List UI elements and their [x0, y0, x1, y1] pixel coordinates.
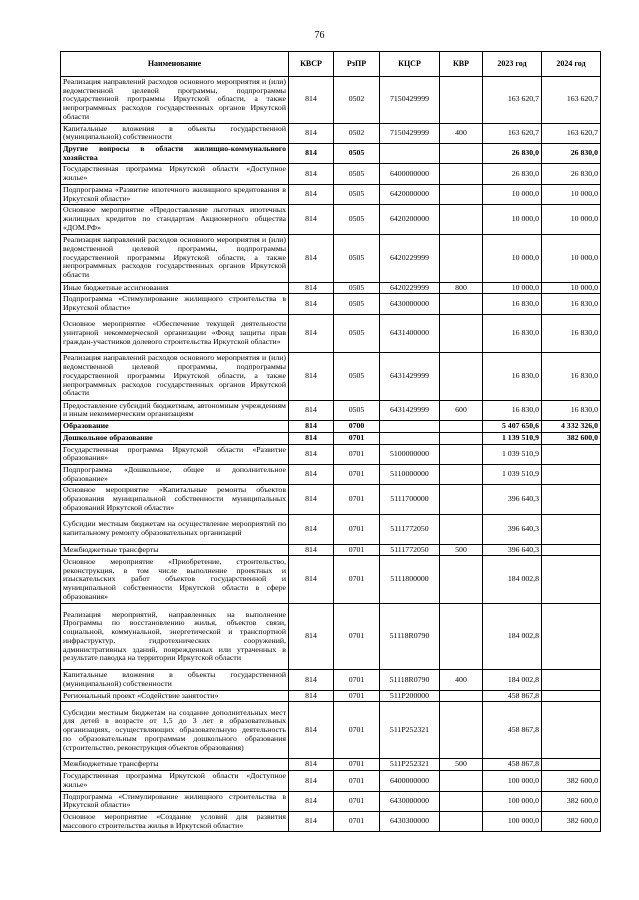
cell-kcsr: 5111800000: [380, 556, 440, 604]
cell-2024: 16 830,0: [542, 314, 601, 352]
cell-2023: 1 139 510,9: [483, 432, 542, 444]
cell-name: Подпрограмма «Стимулирование жилищного строительства в Иркутской области»: [61, 791, 289, 811]
table-row: [61, 352, 601, 400]
cell-kcsr: 6430300000: [380, 812, 440, 832]
cell-kvsr: 814: [289, 702, 334, 759]
cell-kvr: [440, 432, 483, 444]
table-row: [61, 464, 601, 484]
cell-rzpr: 0505: [334, 400, 380, 420]
table-row: [61, 759, 601, 771]
cell-rzpr: 0505: [334, 164, 380, 184]
cell-kcsr: 6400000000: [380, 771, 440, 791]
cell-kvsr: 814: [289, 184, 334, 204]
cell-kcsr: 6431429999: [380, 352, 440, 400]
cell-kcsr: 5111700000: [380, 485, 440, 514]
cell-kvr: [440, 184, 483, 204]
cell-kvr: 400: [440, 123, 483, 143]
cell-2023: 26 830,0: [483, 164, 542, 184]
cell-name: Подпрограмма «Дошкольное, общее и дополнительное образование»: [61, 464, 289, 484]
cell-2024: [542, 514, 601, 544]
cell-kcsr: 6431400000: [380, 314, 440, 352]
cell-kcsr: [380, 144, 440, 164]
table-row: [61, 77, 601, 124]
table-row: [61, 432, 601, 444]
cell-rzpr: 0701: [334, 432, 380, 444]
table-row: [61, 514, 601, 544]
cell-kvr: [440, 164, 483, 184]
cell-kvr: [440, 314, 483, 352]
cell-rzpr: 0701: [334, 670, 380, 690]
cell-2024: 10 000,0: [542, 184, 601, 204]
cell-kcsr: 7150429999: [380, 123, 440, 143]
cell-name: Иные бюджетные ассигнования: [61, 282, 289, 294]
cell-kvsr: 814: [289, 164, 334, 184]
cell-rzpr: 0700: [334, 421, 380, 433]
cell-name: Другие вопросы в области жилищно-коммунального хозяйства: [61, 144, 289, 164]
cell-kvsr: 814: [289, 759, 334, 771]
table-row: [61, 670, 601, 690]
cell-2023: 1 039 510,9: [483, 464, 542, 484]
table-row: [61, 282, 601, 294]
cell-kcsr: [380, 432, 440, 444]
cell-kvr: 500: [440, 544, 483, 556]
cell-2024: [542, 759, 601, 771]
table-row: [61, 234, 601, 282]
cell-rzpr: 0701: [334, 544, 380, 556]
cell-2024: 163 620,7: [542, 123, 601, 143]
cell-name: Основное мероприятие «Создание условий для развития массового строительства жилья в Иркутской области»: [61, 812, 289, 832]
cell-kcsr: 51118R0790: [380, 604, 440, 670]
cell-name: Капитальные вложения в объекты государственной (муниципальной) собственности: [61, 123, 289, 143]
cell-kvsr: 814: [289, 771, 334, 791]
cell-rzpr: 0701: [334, 791, 380, 811]
cell-kvr: 400: [440, 670, 483, 690]
cell-name: Основное мероприятие «Предоставление льготных ипотечных жилищных кредитов по стандартам Акционерного общества «ДОМ.РФ»: [61, 205, 289, 234]
cell-kvsr: 814: [289, 234, 334, 282]
table-row: [61, 485, 601, 514]
cell-kvsr: 814: [289, 205, 334, 234]
cell-kvsr: 814: [289, 604, 334, 670]
cell-2024: 163 620,7: [542, 77, 601, 124]
table-header-row: [61, 52, 601, 77]
cell-2024: 10 000,0: [542, 205, 601, 234]
cell-kvsr: 814: [289, 432, 334, 444]
cell-2024: 382 600,0: [542, 791, 601, 811]
cell-2024: [542, 702, 601, 759]
cell-kvr: [440, 294, 483, 314]
cell-2023: 100 000,0: [483, 812, 542, 832]
cell-kvr: [440, 690, 483, 702]
cell-2024: [542, 556, 601, 604]
cell-kcsr: 7150429999: [380, 77, 440, 124]
page-number: 76: [314, 30, 325, 41]
cell-kcsr: 5100000000: [380, 444, 440, 464]
cell-2023: 396 640,3: [483, 544, 542, 556]
cell-rzpr: 0701: [334, 556, 380, 604]
cell-rzpr: 0505: [334, 352, 380, 400]
cell-kcsr: 6420229999: [380, 234, 440, 282]
cell-kvsr: 814: [289, 544, 334, 556]
cell-2023: 458 867,8: [483, 690, 542, 702]
table-body: [61, 77, 601, 832]
cell-name: Государственная программа Иркутской области «Доступное жилье»: [61, 771, 289, 791]
cell-name: Предоставление субсидий бюджетным, автономным учреждениям и иным некоммерческим организациям: [61, 400, 289, 420]
cell-rzpr: 0505: [334, 205, 380, 234]
table-row: [61, 184, 601, 204]
cell-2023: 26 830,0: [483, 144, 542, 164]
cell-kvsr: 814: [289, 282, 334, 294]
cell-2023: 1 039 510,9: [483, 444, 542, 464]
cell-2024: [542, 690, 601, 702]
table-row: [61, 400, 601, 420]
cell-2024: [542, 670, 601, 690]
cell-kvsr: 814: [289, 77, 334, 124]
table-row: [61, 791, 601, 811]
cell-2023: 100 000,0: [483, 791, 542, 811]
table-row: [61, 144, 601, 164]
cell-rzpr: 0505: [334, 144, 380, 164]
cell-2023: 163 620,7: [483, 123, 542, 143]
cell-kvr: 800: [440, 282, 483, 294]
cell-rzpr: 0701: [334, 604, 380, 670]
header-kvr: КВР: [440, 52, 483, 77]
cell-rzpr: 0701: [334, 702, 380, 759]
cell-kvsr: 814: [289, 400, 334, 420]
table-row: [61, 421, 601, 433]
cell-kvsr: 814: [289, 556, 334, 604]
cell-rzpr: 0701: [334, 690, 380, 702]
cell-kvr: [440, 234, 483, 282]
cell-2023: 184 002,8: [483, 604, 542, 670]
header-name: Наименование: [61, 52, 289, 77]
cell-rzpr: 0701: [334, 485, 380, 514]
cell-2023: 184 002,8: [483, 670, 542, 690]
cell-name: Реализация направлений расходов основного мероприятия и (или) ведомственной целевой программы, подпрограммы государственной программы Иркутской области, а также непрограммных расходов государственных органов Иркутской области: [61, 352, 289, 400]
cell-2023: 10 000,0: [483, 184, 542, 204]
table-row: [61, 294, 601, 314]
table-row: [61, 123, 601, 143]
cell-2024: [542, 544, 601, 556]
cell-kvr: [440, 812, 483, 832]
cell-2024: [542, 604, 601, 670]
table-row: [61, 771, 601, 791]
cell-kvsr: 814: [289, 670, 334, 690]
table-row: [61, 604, 601, 670]
cell-kvr: [440, 464, 483, 484]
cell-rzpr: 0701: [334, 464, 380, 484]
cell-kvr: [440, 444, 483, 464]
cell-name: Государственная программа Иркутской области «Доступное жилье»: [61, 164, 289, 184]
cell-name: Основное мероприятие «Приобретение, строительство, реконструкция, в том числе выполнение проектных и изыскательских работ объектов государственной и муниципальной собственности Иркутской области в сфере образования»: [61, 556, 289, 604]
cell-name: Субсидии местным бюджетам на осуществление мероприятий по капитальному ремонту образовательных организаций: [61, 514, 289, 544]
cell-rzpr: 0701: [334, 514, 380, 544]
cell-kcsr: 51118R0790: [380, 670, 440, 690]
cell-2023: 458 867,8: [483, 702, 542, 759]
cell-2023: 16 830,0: [483, 400, 542, 420]
cell-2024: 4 332 326,0: [542, 421, 601, 433]
cell-rzpr: 0701: [334, 759, 380, 771]
cell-kcsr: 6420000000: [380, 184, 440, 204]
cell-name: Государственная программа Иркутской области «Развитие образования»: [61, 444, 289, 464]
cell-kvsr: 814: [289, 294, 334, 314]
cell-2024: 382 600,0: [542, 432, 601, 444]
cell-2023: 16 830,0: [483, 294, 542, 314]
cell-2024: 16 830,0: [542, 400, 601, 420]
cell-kvr: [440, 771, 483, 791]
cell-name: Реализация направлений расходов основного мероприятия и (или) ведомственной целевой программы, подпрограммы государственной программы Иркутской области, а также непрограммных расходов государственных органов Иркутской области: [61, 77, 289, 124]
cell-2023: 184 002,8: [483, 556, 542, 604]
table-row: [61, 556, 601, 604]
cell-kvsr: 814: [289, 123, 334, 143]
cell-kvr: 600: [440, 400, 483, 420]
cell-kcsr: 6430000000: [380, 294, 440, 314]
cell-kvr: [440, 485, 483, 514]
cell-2023: 16 830,0: [483, 314, 542, 352]
cell-rzpr: 0701: [334, 812, 380, 832]
cell-kvsr: 814: [289, 352, 334, 400]
cell-2023: 100 000,0: [483, 771, 542, 791]
cell-2023: 163 620,7: [483, 77, 542, 124]
cell-2023: 396 640,3: [483, 485, 542, 514]
cell-name: Субсидии местным бюджетам на создание дополнительных мест для детей в возрасте от 1,5 до 3 лет в образовательных организациях, осуществляющих образовательную деятельность по образовательным программам дошкольного образования (строительство, реконструкция объектов образования): [61, 702, 289, 759]
cell-kvsr: 814: [289, 690, 334, 702]
cell-kvr: [440, 702, 483, 759]
cell-kvsr: 814: [289, 314, 334, 352]
cell-2024: [542, 444, 601, 464]
cell-name: Подпрограмма «Развитие ипотечного жилищного кредитования в Иркутской области»: [61, 184, 289, 204]
cell-2024: [542, 464, 601, 484]
cell-kvr: [440, 77, 483, 124]
cell-name: Подпрограмма «Стимулирование жилищного строительства в Иркутской области»: [61, 294, 289, 314]
cell-kvsr: 814: [289, 464, 334, 484]
cell-kcsr: 6430000000: [380, 791, 440, 811]
cell-name: Региональный проект «Содействие занятости»: [61, 690, 289, 702]
cell-kvsr: 814: [289, 144, 334, 164]
cell-kvsr: 814: [289, 444, 334, 464]
cell-rzpr: 0502: [334, 77, 380, 124]
header-kvsr: КВСР: [289, 52, 334, 77]
cell-rzpr: 0505: [334, 294, 380, 314]
cell-name: Капитальные вложения в объекты государственной (муниципальной) собственности: [61, 670, 289, 690]
cell-kvr: [440, 556, 483, 604]
cell-kcsr: 6420229999: [380, 282, 440, 294]
table-row: [61, 444, 601, 464]
cell-2023: 5 407 650,6: [483, 421, 542, 433]
cell-kcsr: 6420200000: [380, 205, 440, 234]
cell-kcsr: 6400000000: [380, 164, 440, 184]
cell-2024: 10 000,0: [542, 234, 601, 282]
cell-2023: 458 867,8: [483, 759, 542, 771]
cell-name: Основное мероприятие «Обеспечение текущей деятельности унитарной некоммерческой организации «Фонд защиты прав граждан-участников долевого строительства Иркутской области»: [61, 314, 289, 352]
header-2023: 2023 год: [483, 52, 542, 77]
cell-kcsr: 511P252321: [380, 702, 440, 759]
cell-rzpr: 0502: [334, 123, 380, 143]
table-row: [61, 544, 601, 556]
cell-2024: 16 830,0: [542, 294, 601, 314]
cell-2023: 10 000,0: [483, 282, 542, 294]
cell-kcsr: 5111772050: [380, 514, 440, 544]
cell-kvr: [440, 514, 483, 544]
cell-name: Основное мероприятие «Капитальные ремонты объектов образования муниципальной собственности муниципальных образований Иркутской области»: [61, 485, 289, 514]
cell-rzpr: 0505: [334, 184, 380, 204]
cell-name: Образование: [61, 421, 289, 433]
cell-name: Межбюджетные трансферты: [61, 544, 289, 556]
cell-2024: 382 600,0: [542, 771, 601, 791]
header-rzpr: РзПР: [334, 52, 380, 77]
cell-kcsr: 511P200000: [380, 690, 440, 702]
cell-name: Дошкольное образование: [61, 432, 289, 444]
cell-2023: 16 830,0: [483, 352, 542, 400]
cell-2024: 16 830,0: [542, 352, 601, 400]
table-row: [61, 812, 601, 832]
cell-name: Реализация направлений расходов основного мероприятия и (или) ведомственной целевой программы, подпрограммы государственной программы Иркутской области, а также непрограммных расходов государственных органов Иркутской области: [61, 234, 289, 282]
cell-kvsr: 814: [289, 791, 334, 811]
cell-kcsr: [380, 421, 440, 433]
cell-kvr: [440, 205, 483, 234]
cell-name: Межбюджетные трансферты: [61, 759, 289, 771]
cell-kcsr: 5111772050: [380, 544, 440, 556]
table-row: [61, 314, 601, 352]
cell-kcsr: 5110000000: [380, 464, 440, 484]
cell-kcsr: 6431429999: [380, 400, 440, 420]
cell-rzpr: 0701: [334, 771, 380, 791]
cell-2024: 10 000,0: [542, 282, 601, 294]
cell-kvsr: 814: [289, 514, 334, 544]
cell-kvr: [440, 791, 483, 811]
cell-kvr: [440, 144, 483, 164]
table-row: [61, 702, 601, 759]
cell-kvr: [440, 421, 483, 433]
budget-table: [60, 51, 601, 832]
cell-kvr: [440, 604, 483, 670]
cell-rzpr: 0505: [334, 234, 380, 282]
cell-2024: 26 830,0: [542, 164, 601, 184]
cell-2024: 26 830,0: [542, 144, 601, 164]
cell-2024: [542, 485, 601, 514]
table-row: [61, 690, 601, 702]
cell-rzpr: 0701: [334, 444, 380, 464]
table-row: [61, 205, 601, 234]
cell-2023: 10 000,0: [483, 234, 542, 282]
header-kcsr: КЦСР: [380, 52, 440, 77]
cell-name: Реализация мероприятий, направленных на выполнение Программы по восстановлению жилья, объектов связи, социальной, коммунальной, энергетической и транспортной инфраструктур, гидротехнических сооружений, административных зданий, поврежденных или утраченных в результате паводка на территории Иркутской области: [61, 604, 289, 670]
cell-2023: 396 640,3: [483, 514, 542, 544]
cell-2023: 10 000,0: [483, 205, 542, 234]
cell-kvr: 500: [440, 759, 483, 771]
cell-kcsr: 511P252321: [380, 759, 440, 771]
cell-2024: 382 600,0: [542, 812, 601, 832]
cell-kvsr: 814: [289, 421, 334, 433]
cell-kvsr: 814: [289, 485, 334, 514]
cell-rzpr: 0505: [334, 314, 380, 352]
cell-kvr: [440, 352, 483, 400]
table-row: [61, 164, 601, 184]
cell-kvsr: 814: [289, 812, 334, 832]
cell-rzpr: 0505: [334, 282, 380, 294]
header-2024: 2024 год: [542, 52, 601, 77]
